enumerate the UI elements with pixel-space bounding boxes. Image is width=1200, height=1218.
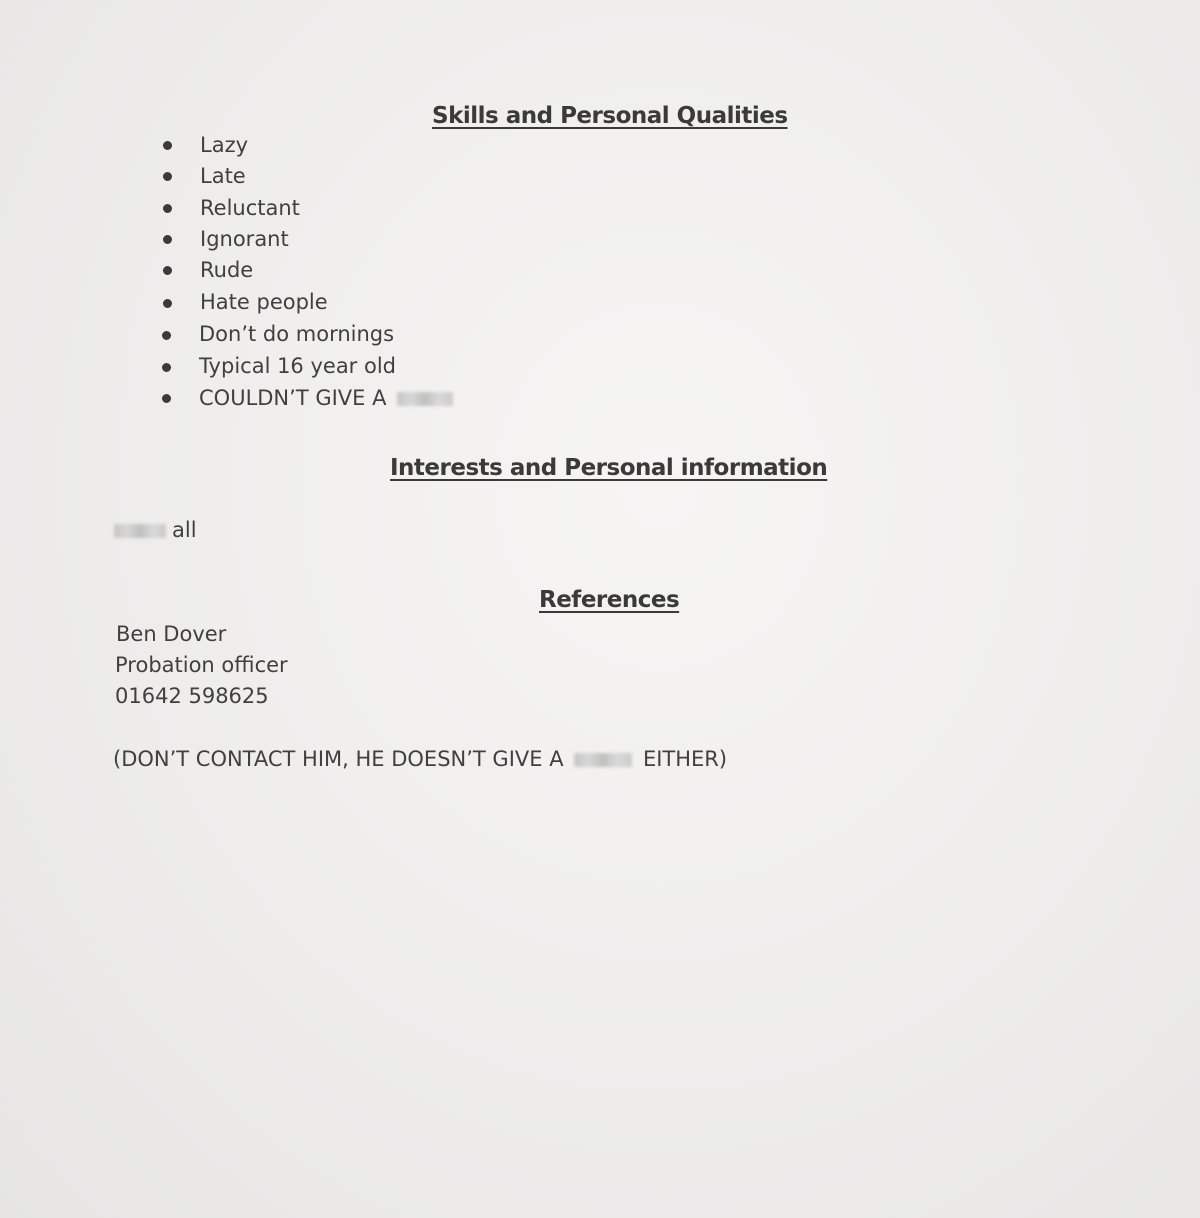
bullet-icon [163, 172, 172, 181]
bullet-icon [163, 299, 172, 308]
bullet-icon [162, 363, 171, 372]
bullet-icon [163, 204, 172, 213]
reference-name: Ben Dover [116, 622, 227, 646]
reference-role: Probation officer [115, 653, 288, 677]
censored-word [114, 524, 166, 538]
bullet-icon [163, 235, 172, 244]
skills-heading: Skills and Personal Qualities [432, 103, 788, 129]
reference-note-start: (DON’T CONTACT HIM, HE DOESN’T GIVE A [113, 747, 564, 771]
skill-text: Late [200, 164, 246, 188]
skill-text: Typical 16 year old [199, 354, 397, 378]
censored-word [397, 392, 453, 406]
reference-note-end: EITHER) [642, 747, 728, 771]
skill-text: Ignorant [200, 227, 289, 251]
bullet-icon [162, 331, 171, 340]
interests-value: all [172, 518, 197, 542]
interests-heading: Interests and Personal information [390, 455, 828, 481]
skill-text: Hate people [200, 290, 328, 314]
references-heading: References [539, 587, 680, 613]
censored-word [574, 753, 632, 767]
reference-note [113, 749, 727, 770]
interests-text [114, 520, 197, 541]
skill-text: Rude [200, 258, 254, 282]
bullet-icon [163, 266, 172, 275]
reference-phone: 01642 598625 [115, 684, 269, 708]
skill-text: Lazy [200, 133, 249, 157]
bullet-icon [163, 141, 172, 150]
skill-text: Reluctant [200, 196, 300, 220]
skill-text: Don’t do mornings [199, 322, 395, 346]
skill-text: COULDN’T GIVE A [199, 386, 387, 410]
bullet-icon [162, 394, 171, 403]
